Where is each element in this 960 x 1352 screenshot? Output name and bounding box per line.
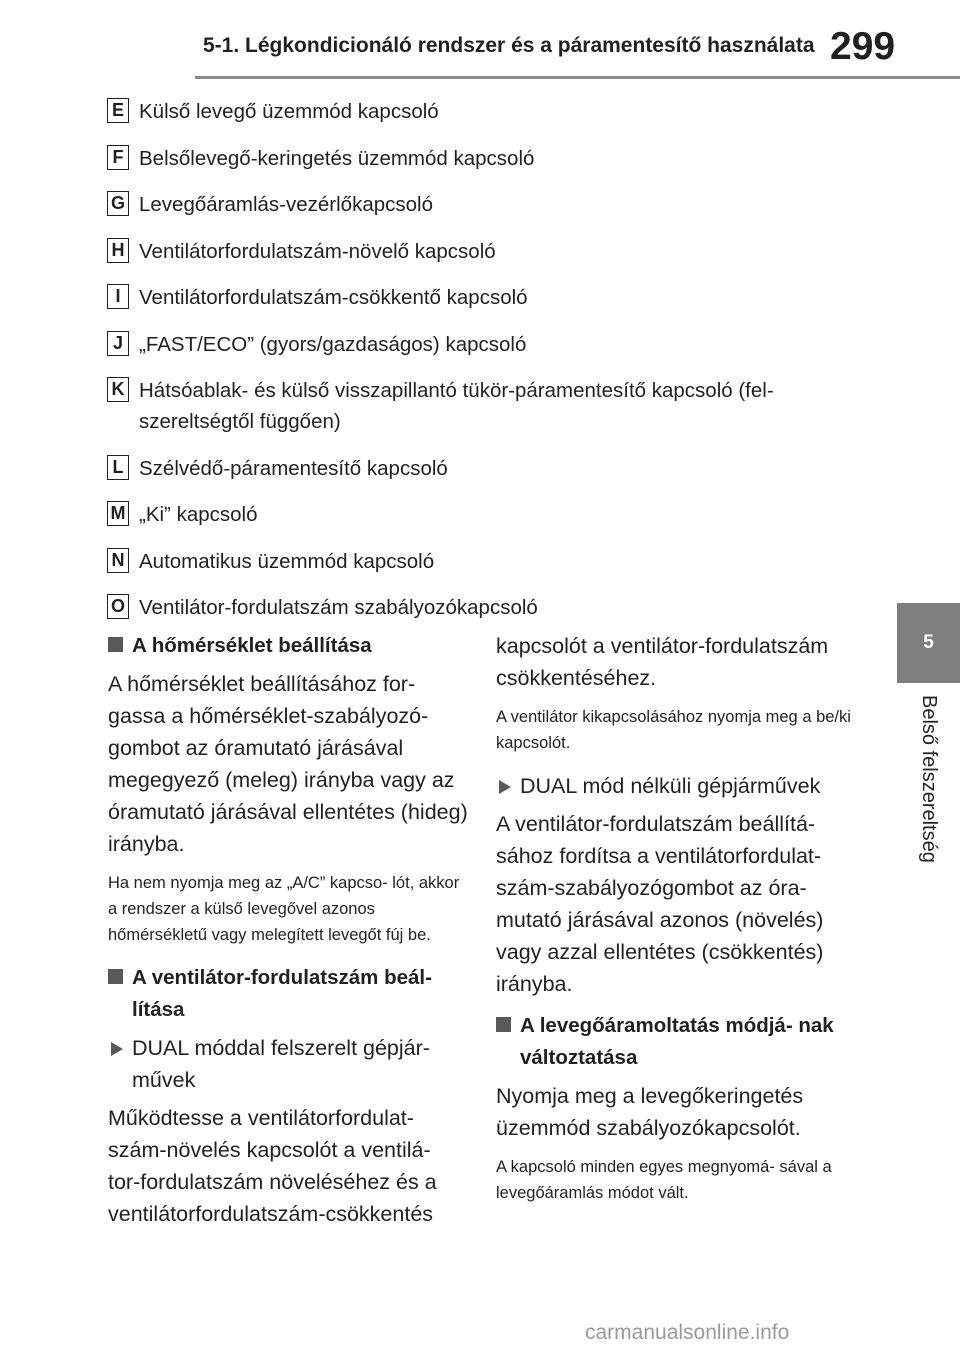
- legend-text: Ventilátorfordulatszám-csökkentő kapcsoló: [139, 286, 528, 309]
- legend-key: M: [107, 501, 129, 526]
- legend-item: [107, 282, 867, 313]
- legend-key: F: [107, 145, 129, 170]
- legend-text: „Ki” kapcsoló: [139, 503, 258, 526]
- body-text: kapcsolót a ventilátor-fordulatszám csökkentéséhez.: [496, 634, 829, 690]
- legend-item: [107, 329, 867, 360]
- legend-key: O: [107, 594, 129, 619]
- legend-item: [107, 375, 867, 437]
- legend-item: [107, 592, 867, 623]
- section-heading: [108, 962, 468, 1026]
- legend-text: Hátsóablak- és külső visszapillantó tükör-páramentesítő kapcsoló (fel- szereltségtől függően): [139, 379, 774, 433]
- body-text: A hőmérséklet beállításához for- gassa a hőmérséklet-szabályozó- gombot az óramutató járásával megegyező (meleg) irányba vagy az óramutató járásával ellentétes (hideg) irányba.: [108, 672, 468, 856]
- triangle-bullet-icon: [111, 1042, 123, 1056]
- legend-item: [107, 499, 867, 530]
- square-bullet-icon: [108, 637, 123, 652]
- legend-item: [107, 546, 867, 577]
- square-bullet-icon: [108, 969, 123, 984]
- left-column: [108, 630, 468, 1240]
- legend-item: [107, 143, 867, 174]
- heading-text: A levegőáramoltatás módjá- nak változtatása: [520, 1014, 834, 1069]
- sub-heading: [108, 1032, 468, 1096]
- legend-item: [107, 96, 867, 127]
- legend-text: „FAST/ECO” (gyors/gazdaságos) kapcsoló: [139, 332, 527, 356]
- legend-key: N: [107, 548, 129, 573]
- legend-text: Levegőáramlás-vezérlőkapcsoló: [139, 193, 433, 216]
- legend-item: [107, 453, 867, 484]
- control-legend-list: [107, 96, 867, 639]
- body-text: A ventilátor-fordulatszám beállítá- sához fordítsa a ventilátorfordulat- szám-szabályozógombot az óra- mutató járásával azonos (növelés) vagy azzal ellentétes (csökkentés) irányba.: [496, 812, 824, 996]
- legend-text: Ventilátor-fordulatszám szabályozókapcsoló: [139, 596, 538, 619]
- legend-item: [107, 236, 867, 267]
- heading-text: A ventilátor-fordulatszám beál- lítása: [132, 966, 432, 1021]
- legend-text: Szélvédő-páramentesítő kapcsoló: [139, 456, 448, 480]
- heading-text: A hőmérséklet beállítása: [132, 634, 372, 657]
- legend-text: Belsőlevegő-keringetés üzemmód kapcsoló: [139, 146, 535, 170]
- note-text: A ventilátor kikapcsolásához nyomja meg a be/ki kapcsolót.: [496, 708, 851, 752]
- legend-key: H: [107, 238, 129, 263]
- body-text: Működtesse a ventilátorfordulat- szám-növelés kapcsolót a ventilá- tor-fordulatszám növeléséhez és a ventilátorfordulatszám-csökkentés: [108, 1106, 437, 1226]
- sub-heading-text: DUAL mód nélküli gépjárművek: [520, 774, 821, 798]
- note-text: A kapcsoló minden egyes megnyomá- sával a levegőáramlás módot vált.: [496, 1158, 832, 1202]
- sub-heading-text: DUAL móddal felszerelt gépjár- művek: [132, 1036, 430, 1092]
- chapter-tab: [897, 603, 960, 683]
- square-bullet-icon: [496, 1017, 511, 1032]
- right-column: [496, 630, 856, 1220]
- note-text: Ha nem nyomja meg az „A/C” kapcso- lót, akkor a rendszer a külső levegővel azonos hőmérsékletű vagy melegített levegőt fúj be.: [108, 874, 460, 944]
- legend-key: G: [107, 191, 129, 216]
- body-text: Nyomja meg a levegőkeringetés üzemmód szabályozókapcsolót.: [496, 1084, 804, 1140]
- legend-text: Automatikus üzemmód kapcsoló: [139, 549, 435, 573]
- chapter-label-text: Belső felszereltség: [918, 695, 940, 863]
- legend-key: I: [107, 284, 129, 309]
- sub-heading: [496, 770, 856, 802]
- chapter-number: 5: [923, 632, 934, 653]
- legend-item: [107, 189, 867, 220]
- header-divider: [195, 76, 960, 79]
- chapter-side-label: [897, 695, 960, 885]
- section-heading: [108, 630, 468, 662]
- legend-key: K: [107, 377, 129, 402]
- triangle-bullet-icon: [499, 780, 511, 794]
- watermark-text: carmanualsonline.info: [585, 1321, 790, 1344]
- legend-key: E: [107, 98, 129, 123]
- legend-key: L: [107, 455, 129, 480]
- page-number: 299: [830, 25, 896, 68]
- legend-text: Külső levegő üzemmód kapcsoló: [139, 100, 439, 123]
- section-heading: [496, 1010, 856, 1074]
- legend-key: J: [107, 331, 129, 356]
- chapter-header: 5-1. Légkondicionáló rendszer és a páramentesítő használata: [203, 34, 815, 57]
- legend-text: Ventilátorfordulatszám-növelő kapcsoló: [139, 239, 496, 263]
